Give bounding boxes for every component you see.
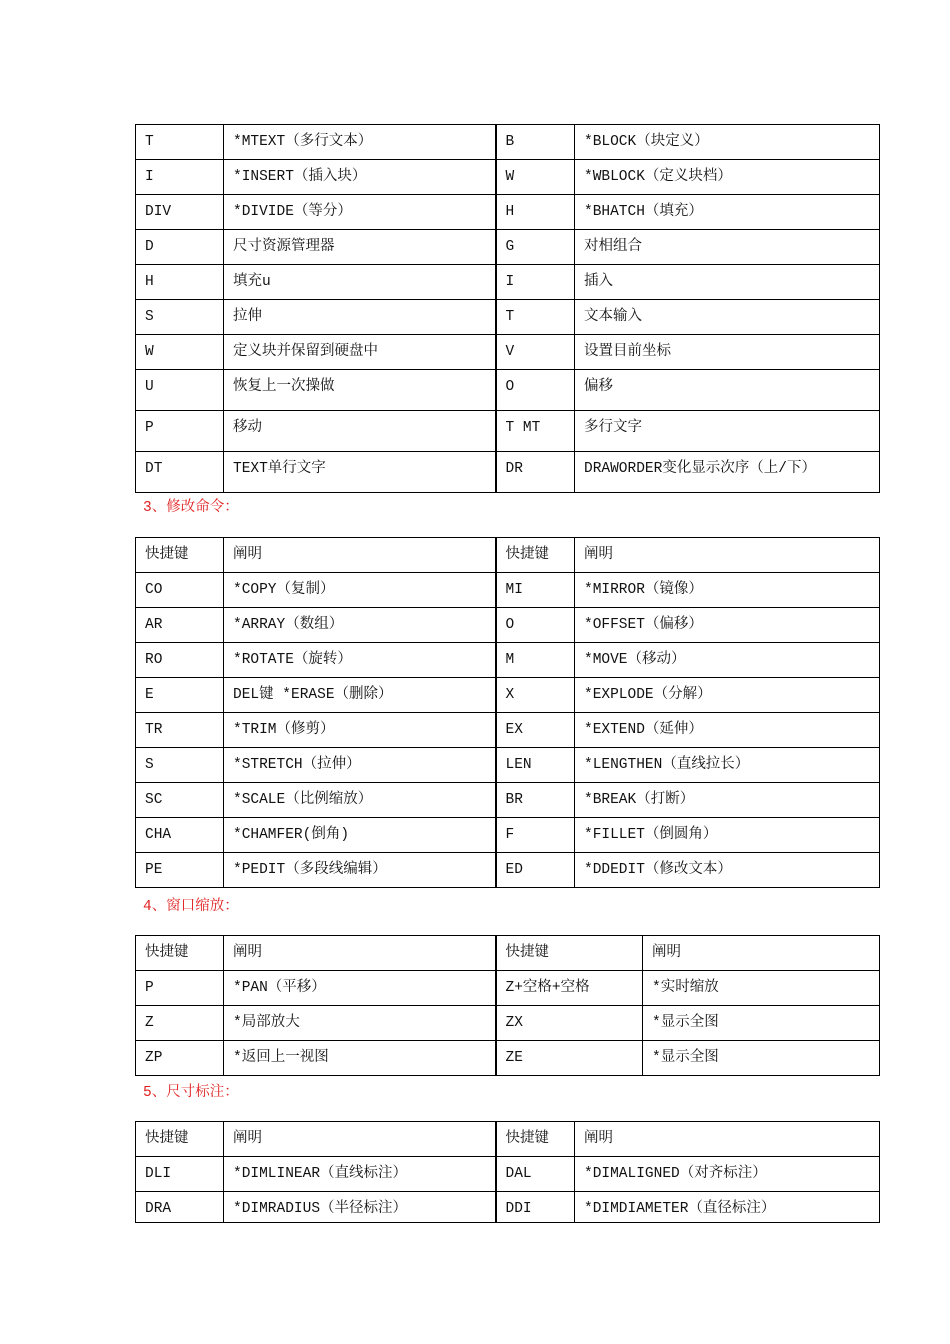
description: *BREAK（打断） (575, 783, 880, 818)
shortcut-key: W (136, 335, 224, 370)
shortcut-key: SC (136, 783, 224, 818)
table-row (136, 335, 880, 370)
description: *OFFSET（偏移） (575, 608, 880, 643)
description: *BHATCH（填充） (575, 195, 880, 230)
shortcut-key: MI (496, 573, 575, 608)
table-header-row (136, 1122, 880, 1157)
shortcut-key: X (496, 678, 575, 713)
description: *COPY（复制） (224, 573, 496, 608)
description: *DIMRADIUS（半径标注） (224, 1192, 496, 1223)
description: *INSERT（插入块） (224, 160, 496, 195)
shortcut-key: ZX (496, 1006, 643, 1041)
shortcut-key: Z+空格+空格 (496, 971, 643, 1006)
description: *BLOCK（块定义） (575, 125, 880, 160)
header-key: 快捷键 (496, 1122, 575, 1157)
shortcut-key: P (136, 971, 224, 1006)
description: *LENGTHEN（直线拉长） (575, 748, 880, 783)
table-row (136, 300, 880, 335)
shortcut-key: LEN (496, 748, 575, 783)
description: 移动 (224, 411, 496, 452)
shortcut-table-zoom (135, 935, 880, 1076)
shortcut-table-1 (135, 124, 880, 493)
table-row (136, 971, 880, 1006)
shortcut-key: RO (136, 643, 224, 678)
table-header-row (136, 538, 880, 573)
description: *CHAMFER(倒角) (224, 818, 496, 853)
description: *实时缩放 (643, 971, 880, 1006)
shortcut-key: D (136, 230, 224, 265)
header-key: 快捷键 (496, 936, 643, 971)
header-key: 快捷键 (136, 538, 224, 573)
table-row (136, 265, 880, 300)
description: *ROTATE（旋转） (224, 643, 496, 678)
description: 恢复上一次操做 (224, 370, 496, 411)
table-row (136, 573, 880, 608)
header-key: 快捷键 (136, 936, 224, 971)
header-desc: 阐明 (575, 1122, 880, 1157)
shortcut-key: ZP (136, 1041, 224, 1076)
description: *SCALE（比例缩放） (224, 783, 496, 818)
shortcut-key: I (136, 160, 224, 195)
shortcut-key: BR (496, 783, 575, 818)
description: *局部放大 (224, 1006, 496, 1041)
shortcut-key: I (496, 265, 575, 300)
table-row (136, 160, 880, 195)
shortcut-key: ED (496, 853, 575, 888)
description: *ARRAY（数组） (224, 608, 496, 643)
section-heading-modify: 3、修改命令： (143, 500, 239, 516)
description: TEXT单行文字 (224, 452, 496, 493)
description: *FILLET（倒圆角） (575, 818, 880, 853)
header-desc: 阐明 (224, 1122, 496, 1157)
shortcut-key: CHA (136, 818, 224, 853)
shortcut-key: O (496, 370, 575, 411)
shortcut-key: DDI (496, 1192, 575, 1223)
shortcut-key: T (496, 300, 575, 335)
table-row (136, 1006, 880, 1041)
description: *返回上一视图 (224, 1041, 496, 1076)
description: 文本输入 (575, 300, 880, 335)
table-row (136, 818, 880, 853)
table-row (136, 783, 880, 818)
description: DEL键 *ERASE（删除） (224, 678, 496, 713)
description: *显示全图 (643, 1041, 880, 1076)
shortcut-key: V (496, 335, 575, 370)
description: 设置目前坐标 (575, 335, 880, 370)
description: *STRETCH（拉伸） (224, 748, 496, 783)
header-desc: 阐明 (643, 936, 880, 971)
description: *DIMLINEAR（直线标注） (224, 1157, 496, 1192)
shortcut-key: U (136, 370, 224, 411)
description: 偏移 (575, 370, 880, 411)
shortcut-key: W (496, 160, 575, 195)
table-row (136, 713, 880, 748)
description: 多行文字 (575, 411, 880, 452)
shortcut-key: PE (136, 853, 224, 888)
shortcut-key: ZE (496, 1041, 643, 1076)
shortcut-table-dimension (135, 1121, 880, 1223)
shortcut-key: DLI (136, 1157, 224, 1192)
description: *DIMDIAMETER（直径标注） (575, 1192, 880, 1223)
description: 尺寸资源管理器 (224, 230, 496, 265)
shortcut-key: S (136, 748, 224, 783)
table-row (136, 195, 880, 230)
table-row (136, 411, 880, 452)
shortcut-key: AR (136, 608, 224, 643)
description: *MTEXT（多行文本） (224, 125, 496, 160)
shortcut-key: DIV (136, 195, 224, 230)
section-heading-dimension: 5、尺寸标注： (143, 1085, 239, 1101)
description: *TRIM（修剪） (224, 713, 496, 748)
description: 对相组合 (575, 230, 880, 265)
shortcut-key: T MT (496, 411, 575, 452)
description: *MIRROR（镜像） (575, 573, 880, 608)
shortcut-key: P (136, 411, 224, 452)
table-row (136, 678, 880, 713)
table-row (136, 1192, 880, 1223)
table-row (136, 853, 880, 888)
description: *EXTEND（延伸） (575, 713, 880, 748)
shortcut-key: H (136, 265, 224, 300)
table-row (136, 748, 880, 783)
description: 填充u (224, 265, 496, 300)
shortcut-key: TR (136, 713, 224, 748)
description: *WBLOCK（定义块档） (575, 160, 880, 195)
table-header-row (136, 936, 880, 971)
header-desc: 阐明 (224, 936, 496, 971)
description: *DIMALIGNED（对齐标注） (575, 1157, 880, 1192)
shortcut-key: CO (136, 573, 224, 608)
description: *显示全图 (643, 1006, 880, 1041)
description: DRAWORDER变化显示次序（上/下） (575, 452, 880, 493)
table-row (136, 230, 880, 265)
shortcut-key: B (496, 125, 575, 160)
shortcut-key: DRA (136, 1192, 224, 1223)
description: 定义块并保留到硬盘中 (224, 335, 496, 370)
shortcut-key: DT (136, 452, 224, 493)
section-heading-zoom: 4、窗口缩放： (143, 899, 239, 915)
description: *PEDIT（多段线编辑） (224, 853, 496, 888)
shortcut-key: Z (136, 1006, 224, 1041)
description: *MOVE（移动） (575, 643, 880, 678)
description: *DIVIDE（等分） (224, 195, 496, 230)
header-desc: 阐明 (224, 538, 496, 573)
shortcut-key: H (496, 195, 575, 230)
shortcut-key: O (496, 608, 575, 643)
table-row (136, 643, 880, 678)
table-row (136, 125, 880, 160)
shortcut-key: S (136, 300, 224, 335)
description: 插入 (575, 265, 880, 300)
shortcut-key: G (496, 230, 575, 265)
shortcut-key: DAL (496, 1157, 575, 1192)
description: *DDEDIT（修改文本） (575, 853, 880, 888)
header-desc: 阐明 (575, 538, 880, 573)
header-key: 快捷键 (496, 538, 575, 573)
shortcut-key: DR (496, 452, 575, 493)
table-row (136, 1157, 880, 1192)
shortcut-key: F (496, 818, 575, 853)
table-row (136, 1041, 880, 1076)
description: *EXPLODE（分解） (575, 678, 880, 713)
shortcut-key: EX (496, 713, 575, 748)
shortcut-key: T (136, 125, 224, 160)
table-row (136, 370, 880, 411)
shortcut-key: M (496, 643, 575, 678)
table-row (136, 452, 880, 493)
description: 拉伸 (224, 300, 496, 335)
shortcut-key: E (136, 678, 224, 713)
table-row (136, 608, 880, 643)
header-key: 快捷键 (136, 1122, 224, 1157)
shortcut-table-modify (135, 537, 880, 888)
description: *PAN（平移） (224, 971, 496, 1006)
